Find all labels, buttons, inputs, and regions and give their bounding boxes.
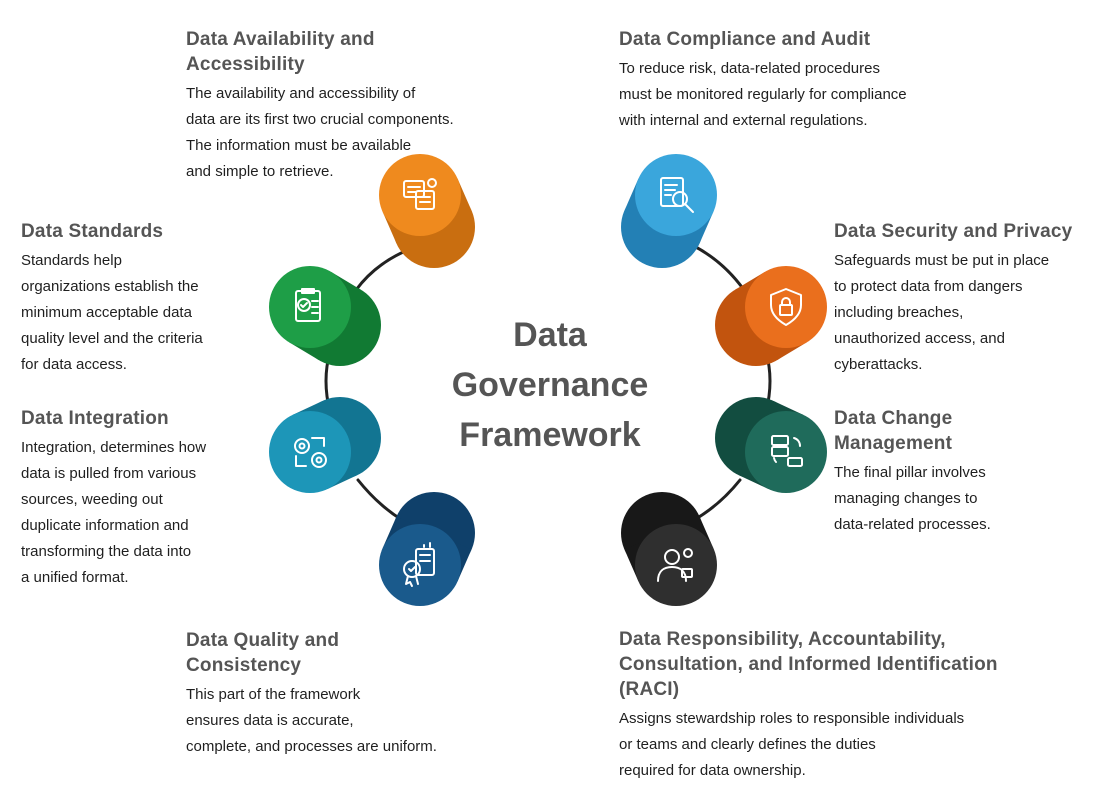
- pillar-raci-text: Assigns stewardship roles to responsible individuals or teams and clearly defines the duties required for data ownership.: [619, 710, 965, 779]
- pillar-standards-title: Data Standards: [21, 221, 164, 242]
- pillar-raci: [619, 627, 1059, 784]
- node-compliance-face: [635, 154, 717, 236]
- pillar-availability-title: Data Availability and Accessibility: [186, 29, 375, 75]
- node-integration-face: [269, 411, 351, 493]
- pillar-quality-text: This part of the framework ensures data is accurate, complete, and processes are uniform.: [186, 686, 437, 755]
- node-integration: [269, 397, 381, 493]
- pillar-raci-title: Data Responsibility, Accountability, Consultation, and Informed Identification (RACI): [619, 629, 998, 700]
- pillar-change-text: The final pillar involves managing changes to data-related processes.: [834, 464, 991, 533]
- pillar-integration-title: Data Integration: [21, 408, 169, 429]
- ring-connector-4: [694, 246, 744, 290]
- pillar-standards: [21, 219, 261, 378]
- node-raci: [621, 492, 717, 606]
- node-raci-face: [635, 524, 717, 606]
- pillar-standards-text: Standards help organizations establish the minimum acceptable data quality level and the criteria for data access.: [21, 252, 203, 373]
- ring-connector-6: [694, 480, 740, 520]
- pillar-availability: [186, 27, 516, 185]
- node-change-face: [745, 411, 827, 493]
- pillar-quality: [186, 628, 516, 760]
- pillar-availability-text: The availability and accessibility of data are its first two crucial components. The information must be available and simple to retrieve.: [186, 85, 454, 180]
- center-title: Data Governance Framework: [451, 316, 649, 454]
- pillar-quality-title: Data Quality and Consistency: [186, 630, 340, 676]
- node-change: [715, 397, 827, 493]
- pillar-integration-text: Integration, determines how data is pulled from various sources, weeding out duplicate information and transforming the data into a unified format.: [21, 439, 207, 586]
- pillar-integration: [21, 406, 261, 591]
- node-quality: [379, 492, 475, 606]
- ring-connector-3: [358, 480, 402, 520]
- pillar-compliance: [619, 27, 999, 134]
- node-security-face: [745, 266, 827, 348]
- pillar-compliance-title: Data Compliance and Audit: [619, 29, 871, 50]
- pillar-change-title: Data Change Management: [834, 408, 953, 454]
- node-security: [715, 266, 827, 366]
- pillar-security-text: Safeguards must be put in place to protect data from dangers including breaches, unauthorized access, and cyberattacks.: [834, 252, 1050, 373]
- pillar-security: [834, 219, 1104, 378]
- pillar-change: [834, 406, 1074, 538]
- pillar-security-title: Data Security and Privacy: [834, 221, 1073, 242]
- pillar-compliance-text: To reduce risk, data-related procedures must be monitored regularly for compliance with internal and external regulations.: [619, 60, 907, 129]
